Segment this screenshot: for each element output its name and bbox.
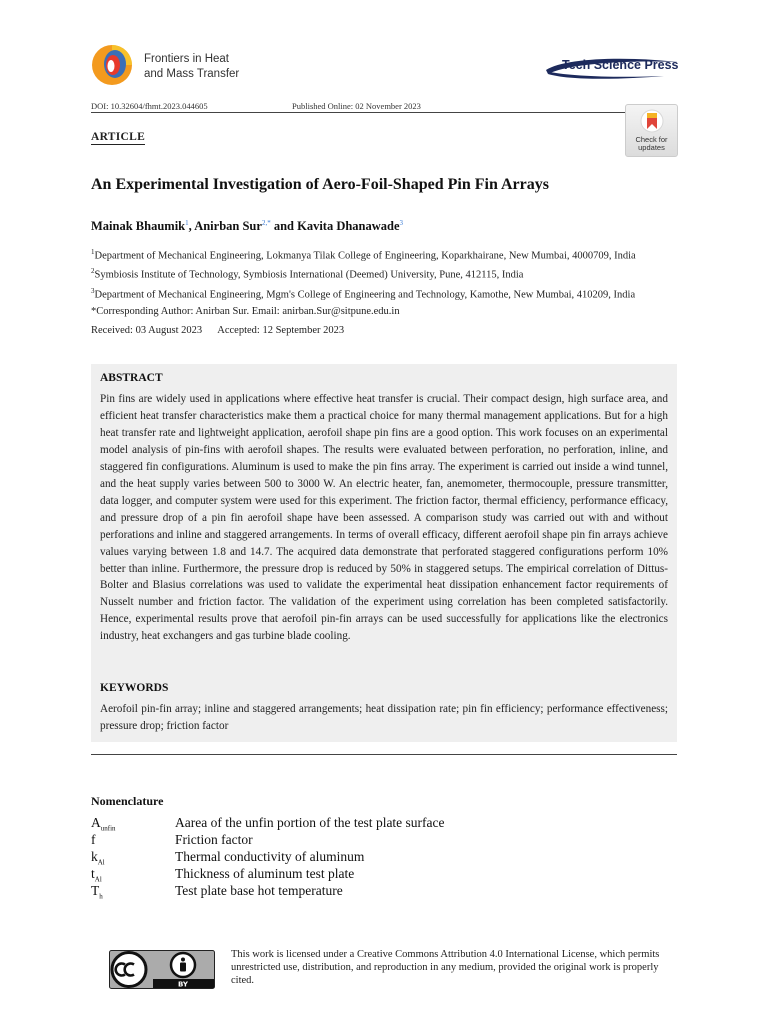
published-date: Published Online: 02 November 2023 [292, 101, 421, 111]
keywords-text: Aerofoil pin-fin array; inline and staggered arrangements; heat dissipation rate; pin fin efficiency; performance effectiveness; pressure drop; friction factor [100, 703, 668, 732]
author-affiliation-mark: 1 [185, 219, 189, 227]
author-affiliation-mark: 2,* [261, 219, 271, 227]
nomenclature-row [91, 849, 591, 866]
nomenclature-symbol: f [91, 832, 96, 847]
author-name[interactable]: Mainak Bhaumik [91, 219, 186, 234]
abstract-text: Pin fins are widely used in applications where effective heat transfer is crucial. Their compact design, high surface area, and efficient heat transfer characteristics make them a practical choice for many thermal management applications. But for a high heat transfer rate and lightweight application, aerofoil shape pin fins are a good option. This work focuses on an experimental model analysis of pin-fins with aerofoil shapes. The results were evaluated between perforation, no perforation, inline, and staggered fin configurations. Aluminum is used to make the pin fins array. The experiment is carried out inside a wind tunnel, and the heat supply varies between 500 to 3000 W. An electric heater, fan, anemometer, thermocouple, pressure transmitter, data logger, and computer system were used for this experiment. The friction factor, thermal efficiency, performance efficacy, and pressure drop of a pin fin aerofoil shape have been assessed. A comparison study was carried out with and without perforations and inline and staggered arrangements. In terms of overall efficacy, different aerofoil shape pin fin arrays achieve values varying between 1.8 and 14.7. The acquired data demonstrate that perforated staggered configurations perform 10% better than inline. Furthermore, the pressure drop is reduced by 50% in staggered setups. The empirical correlation of Dittus-Bolter and Blasius correlations was used to validate the experimental heat dissipation enhancement factor requirements of Nusselt number and friction factor. The validation of the experiment using correlation has been completed satisfactorily. Hence, experimental results prove that aerofoil pin-fin arrays can be used successfully for applications like the electronics industry, heat exchangers and gas turbine blade cooling. [100, 393, 668, 643]
nomenclature-heading: Nomenclature [91, 794, 164, 808]
license-statement: This work is licensed under a Creative Commons Attribution 4.0 International License, which permits unrestricted use, distribution, and reproduction in any medium, provided the original work is properly cited. [231, 949, 660, 986]
abstract-heading: ABSTRACT [100, 372, 163, 384]
nomenclature-description: Thermal conductivity of aluminum [175, 849, 365, 864]
doi: DOI: 10.32604/fhmt.2023.044605 [91, 101, 208, 111]
nomenclature-description: Friction factor [175, 832, 253, 847]
affiliation: $^1$Department of Mechanical Engineering, Lokmanya Tilak College of Engineering, Koparkhairane, New Mumbai, 4000709, India [91, 248, 636, 262]
nomenclature-symbol: $t_{Al}$ [91, 866, 102, 884]
nomenclature-symbol: $k_{Al}$ [91, 849, 105, 867]
received-accepted-dates: Received: 03 August 2023 Accepted: 12 September 2023 [91, 325, 345, 336]
nomenclature-row [91, 883, 591, 900]
bookmark-icon [640, 109, 664, 135]
author-affiliation-mark: 3 [399, 219, 404, 227]
affiliation: $^2$Symbiosis Institute of Technology, Symbiosis International (Deemed) University, Pune, 412115, India [91, 267, 524, 281]
nomenclature-symbol: $A_{unfin}$ [91, 815, 116, 833]
nomenclature-row [91, 832, 591, 849]
keywords-heading: KEYWORDS [100, 682, 169, 694]
cc-by-label: BY [177, 980, 189, 989]
journal-name: Frontiers in Heat and Mass Transfer [144, 53, 240, 80]
check-for-updates-label: Check for updates [635, 135, 668, 152]
affiliation: $^3$Department of Mechanical Engineering, Mgm's College of Engineering and Technology, Kamothe, New Mumbai, 410209, India [91, 287, 636, 301]
header-divider [91, 112, 677, 113]
nomenclature-description: Aarea of the unfin portion of the test plate surface [175, 815, 445, 830]
author-name[interactable]: Anirban Sur [194, 219, 262, 234]
article-type: ARTICLE [91, 131, 146, 143]
paper-title: An Experimental Investigation of Aero-Foil-Shaped Pin Fin Arrays [91, 176, 549, 193]
nomenclature-row [91, 866, 591, 883]
nomenclature-symbol: $T_h$ [91, 883, 103, 901]
nomenclature-description: Test plate base hot temperature [175, 883, 343, 898]
nomenclature-description: Thickness of aluminum test plate [175, 866, 355, 881]
publisher-name: Tech Science Press [562, 58, 679, 72]
nomenclature-row [91, 815, 591, 832]
author-name[interactable]: Kavita Dhanawade [297, 219, 400, 234]
creative-commons-by-icon[interactable] [109, 950, 215, 989]
abstract-divider [91, 754, 677, 755]
check-for-updates-badge[interactable] [625, 104, 678, 157]
author-list: Mainak Bhaumik$^1$, Anirban Sur$^{2,*}$ and Kavita Dhanawade$^3$ [91, 219, 404, 234]
corresponding-author: *Corresponding Author: Anirban Sur. Email: anirban.Sur@sitpune.edu.in [91, 306, 400, 317]
journal-logo-icon [91, 44, 133, 86]
